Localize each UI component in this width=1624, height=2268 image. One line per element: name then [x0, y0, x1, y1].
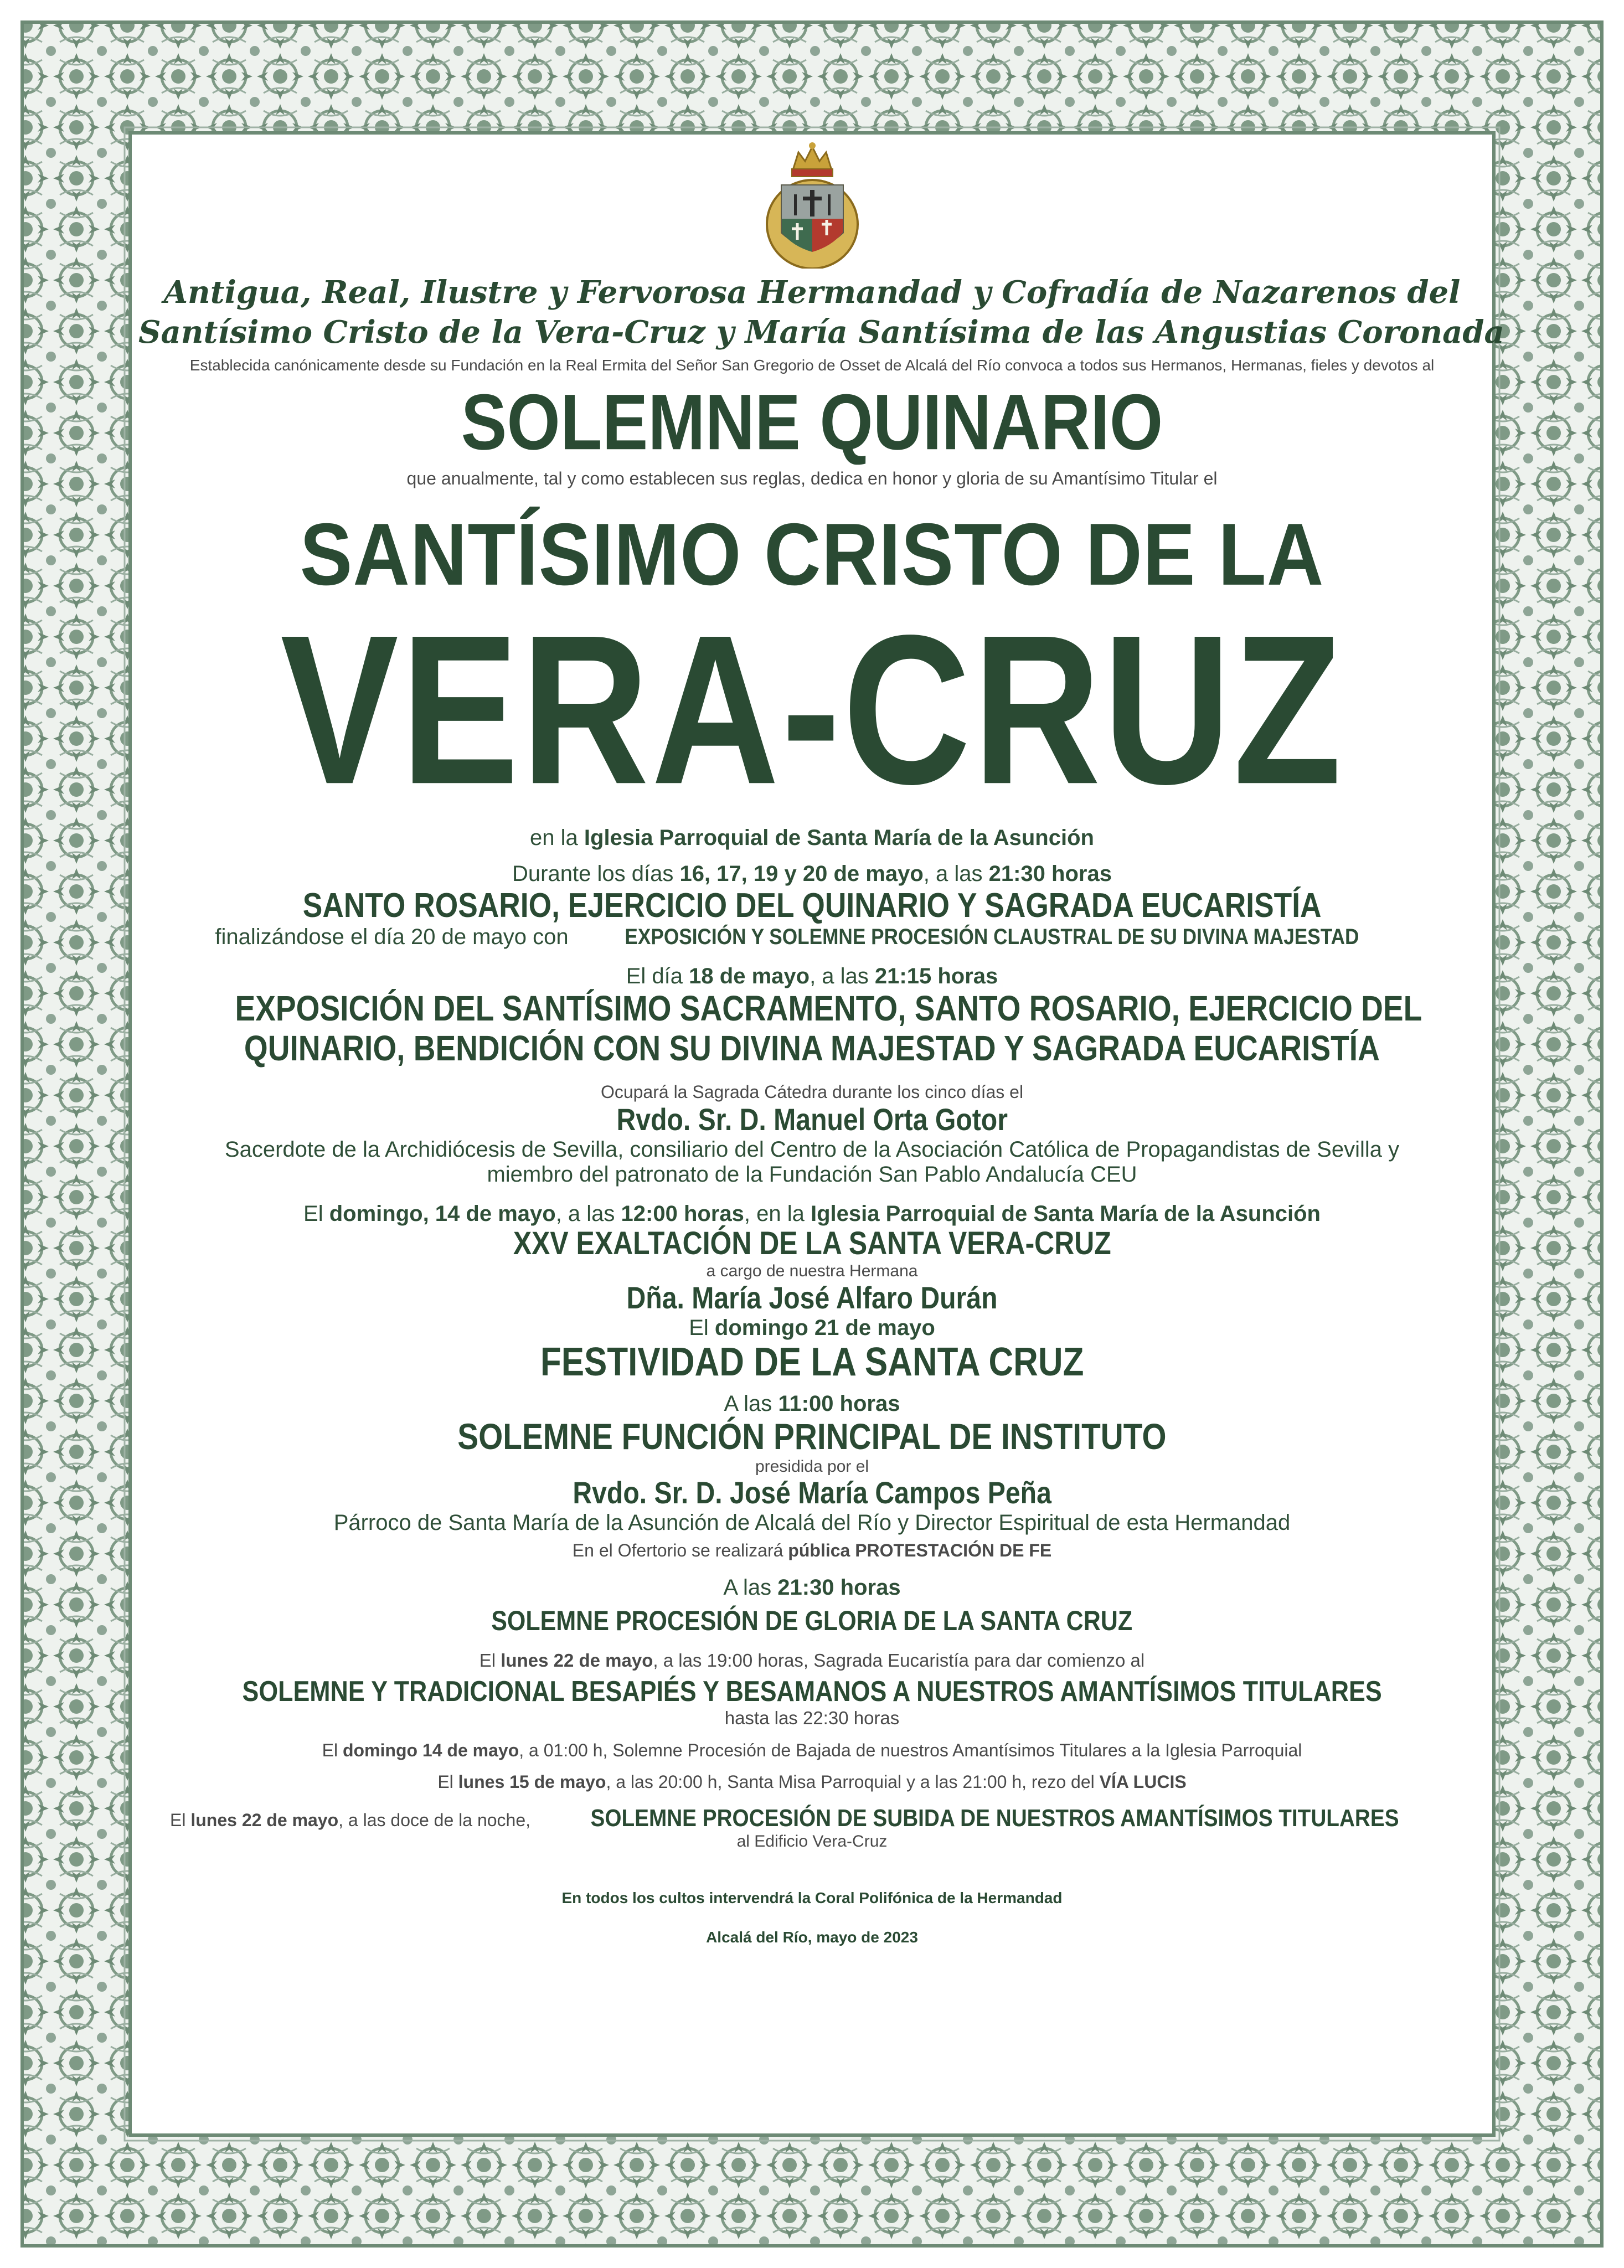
- exaltacion-p3: , en la: [744, 1201, 805, 1226]
- footer-date: Alcalá del Río, mayo de 2023: [706, 1929, 918, 1946]
- quinario-ending: EXPOSICIÓN Y SOLEMNE PROCESIÓN CLAUSTRAL DE SU DIVINA MAJESTAD: [625, 925, 1359, 950]
- procesion-title: [138, 1605, 1486, 1636]
- note2-p1: El: [437, 1772, 453, 1792]
- festividad-title-text: FESTIVIDAD DE LA SANTA CRUZ: [540, 1340, 1084, 1385]
- besapies-day: lunes 22 de mayo: [501, 1650, 653, 1671]
- note-via-lucis: [138, 1772, 1486, 1792]
- exaltacion-speaker: [138, 1281, 1486, 1316]
- day18-time: 21:15 horas: [874, 964, 998, 989]
- funcion-title-text: SOLEMNE FUNCIÓN PRINCIPAL DE INSTITUTO: [457, 1415, 1167, 1457]
- exaltacion-church: Iglesia Parroquial de Santa María de la Asunción: [810, 1201, 1321, 1226]
- funcion-title: [138, 1416, 1486, 1457]
- note3-day: lunes 22 de mayo: [190, 1810, 339, 1831]
- dedication-text: que anualmente, tal y como establecen sus reglas, dedica en honor y gloria de su Amantísimo Titular el: [406, 468, 1218, 488]
- solemne-quinario-title: SOLEMNE QUINARIO: [461, 378, 1163, 466]
- note2-p2: , a las 20:00 h, Santa Misa Parroquial y a las 21:00 h, rezo del: [606, 1772, 1095, 1792]
- note-bajada: [138, 1741, 1486, 1761]
- presider-name-text: Rvdo. Sr. D. José María Campos Peña: [573, 1475, 1051, 1511]
- note1-p2: , a 01:00 h, Solemne Procesión de Bajada de nuestros Amantísimos Titulares a la Iglesia Parroquial: [519, 1740, 1302, 1760]
- procesion-time: 21:30 horas: [777, 1575, 901, 1600]
- established-text: Establecida canónicamente desde su Fundación en la Real Ermita del Señor San Gregorio de Osset de Alcalá del Río convoca a todos sus Hermanos, Hermanas, fieles y devotos al: [189, 357, 1435, 374]
- note1-p1: El: [322, 1740, 338, 1760]
- presided-by: presidida por el: [755, 1457, 869, 1476]
- day18-time-prefix: , a las: [810, 964, 869, 989]
- note3-p2: , a las doce de la noche,: [338, 1810, 531, 1831]
- santisimo-cristo-title: SANTÍSIMO CRISTO DE LA: [300, 505, 1324, 604]
- church-place-line: [138, 826, 1486, 850]
- day18-prefix: El día: [626, 964, 683, 989]
- note3-title: SOLEMNE PROCESIÓN DE SUBIDA DE NUESTROS AMANTÍSIMOS TITULARES: [590, 1805, 1399, 1832]
- funcion-time-prefix: A las: [724, 1391, 772, 1416]
- presider-role: Párroco de Santa María de la Asunción de Alcalá del Río y Director Espiritual de esta Hermandad: [333, 1511, 1291, 1535]
- quinario-days-prefix: Durante los días: [512, 862, 674, 886]
- day18-schedule-line: [138, 964, 1486, 989]
- quinario-time-prefix: , a las: [923, 862, 983, 886]
- besapies-p2: , a las 19:00 horas, Sagrada Eucaristía para dar comienzo al: [653, 1650, 1145, 1671]
- exaltacion-p2: , a las: [555, 1201, 615, 1226]
- procesion-time-prefix: A las: [723, 1575, 772, 1600]
- note-subida-destination: al Edificio Vera-Cruz: [736, 1832, 888, 1851]
- day18-acts-1-text: EXPOSICIÓN DEL SANTÍSIMO SACRAMENTO, SANTO ROSARIO, EJERCICIO DEL: [235, 988, 1422, 1029]
- church-name: Iglesia Parroquial de Santa María de la Asunción: [584, 826, 1094, 850]
- exaltacion-by: a cargo de nuestra Hermana: [706, 1262, 918, 1281]
- note1-day: domingo 14 de mayo: [342, 1740, 519, 1760]
- besapies-title-text: SOLEMNE Y TRADICIONAL BESAPIÉS Y BESAMANOS A NUESTROS AMANTÍSIMOS TITULARES: [242, 1676, 1382, 1708]
- festividad-day: domingo 21 de mayo: [714, 1315, 935, 1340]
- vera-cruz-title: VERA-CRUZ: [280, 590, 1344, 829]
- note3-p1: El: [170, 1810, 186, 1831]
- quinario-ending-line: [138, 925, 1486, 950]
- quinario-time: 21:30 horas: [988, 862, 1112, 886]
- preacher-bio-line-1: Sacerdote de la Archidiócesis de Sevilla, consiliario del Centro de la Asociación Católica de Propagandistas de Sevilla y: [224, 1137, 1400, 1162]
- quinario-acts-text: SANTO ROSARIO, EJERCICIO DEL QUINARIO Y SAGRADA EUCARISTÍA: [302, 886, 1322, 925]
- day18-acts-line-2: [138, 1029, 1486, 1069]
- footer-coral: En todos los cultos intervendrá la Coral Polifónica de la Hermandad: [561, 1889, 1063, 1907]
- exaltacion-day: domingo, 14 de mayo: [329, 1201, 556, 1226]
- besapies-schedule-line: [138, 1651, 1486, 1671]
- day18-date: 18 de mayo: [689, 964, 810, 989]
- quinario-days: 16, 17, 19 y 20 de mayo: [679, 862, 924, 886]
- funcion-time-line: [138, 1391, 1486, 1416]
- quinario-ending-prefix: finalizándose el día 20 de mayo con: [215, 925, 569, 950]
- note2-via: VÍA LUCIS: [1099, 1772, 1187, 1792]
- preacher-name: [138, 1102, 1486, 1137]
- exaltacion-title-text: XXV EXALTACIÓN DE LA SANTA VERA-CRUZ: [513, 1225, 1111, 1262]
- funcion-time: 11:00 horas: [778, 1391, 900, 1416]
- ofertorio-text: pública PROTESTACIÓN DE FE: [788, 1540, 1052, 1560]
- exaltacion-speaker-text: Dña. María José Alfaro Durán: [626, 1280, 998, 1315]
- preacher-name-text: Rvdo. Sr. D. Manuel Orta Gotor: [616, 1102, 1008, 1137]
- procesion-time-line: [138, 1575, 1486, 1600]
- church-prefix: en la: [530, 826, 578, 850]
- presider-name: [138, 1476, 1486, 1511]
- day18-acts-line-1: [138, 989, 1486, 1029]
- besapies-until: hasta las 22:30 horas: [724, 1707, 900, 1728]
- besapies-title: [138, 1676, 1486, 1708]
- exaltacion-schedule-line: [138, 1202, 1486, 1226]
- exaltacion-title: [138, 1226, 1486, 1262]
- festividad-day-line: [138, 1316, 1486, 1341]
- preacher-intro: Ocupará la Sagrada Cátedra durante los cinco días el: [600, 1082, 1024, 1102]
- day18-acts-2-text: QUINARIO, BENDICIÓN CON SU DIVINA MAJESTAD Y SAGRADA EUCARISTÍA: [244, 1028, 1380, 1068]
- procesion-title-text: SOLEMNE PROCESIÓN DE GLORIA DE LA SANTA CRUZ: [491, 1605, 1133, 1637]
- festividad-p1: El: [689, 1315, 709, 1340]
- exaltacion-time: 12:00 horas: [621, 1201, 744, 1226]
- ofertorio-line: [138, 1541, 1486, 1561]
- note2-day: lunes 15 de mayo: [458, 1772, 606, 1792]
- brotherhood-crest-emblem: [760, 141, 865, 269]
- festividad-title: [138, 1340, 1486, 1385]
- brotherhood-name-line-2: Santísimo Cristo de la Vera-Cruz y María Santísima de las Angustias Coronada: [138, 313, 1504, 350]
- preacher-bio-line-2: miembro del patronato de la Fundación San Pablo Andalucía CEU: [487, 1162, 1137, 1187]
- ofertorio-prefix: En el Ofertorio se realizará: [572, 1540, 783, 1560]
- quinario-schedule-line: [138, 862, 1486, 886]
- besapies-p1: El: [479, 1650, 496, 1671]
- note-subida: [138, 1805, 1486, 1832]
- exaltacion-p1: El: [303, 1201, 323, 1226]
- quinario-acts: [138, 886, 1486, 925]
- brotherhood-name-line-1: Antigua, Real, Ilustre y Fervorosa Hermandad y Cofradía de Nazarenos del: [163, 274, 1461, 311]
